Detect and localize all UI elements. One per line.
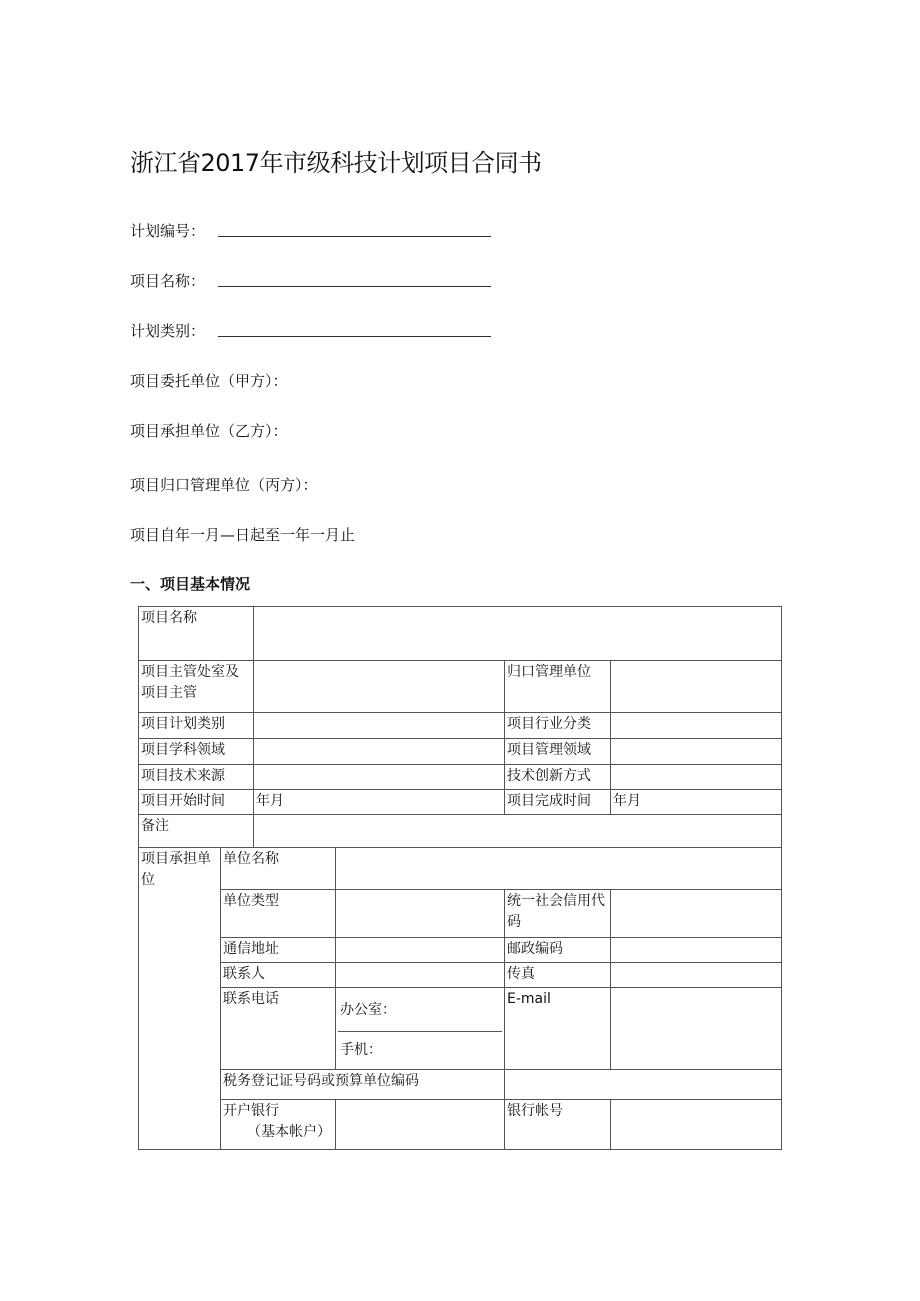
supervisor-value[interactable] xyxy=(254,661,505,713)
end-time-value[interactable]: 年月 xyxy=(611,790,782,815)
start-time-cell: 项目开始时间 xyxy=(139,790,254,815)
innovation-cell: 技术创新方式 xyxy=(505,765,611,790)
credit-code-cell: 统一社会信用代码 xyxy=(505,890,611,938)
unit-type-value[interactable] xyxy=(336,890,505,938)
plan-category-blank[interactable] xyxy=(218,336,491,337)
project-period: 项目自年一月—日起至一年一月止 xyxy=(130,526,356,544)
industry-value[interactable] xyxy=(611,713,782,739)
party-b: 项目承担单位（乙方）： xyxy=(130,422,288,440)
tech-source-cell: 项目技术来源 xyxy=(139,765,254,790)
phone-values xyxy=(336,988,505,1070)
account-cell: 银行帐号 xyxy=(505,1100,611,1150)
tax-code-cell: 税务登记证号码或预算单位编码 xyxy=(221,1070,505,1100)
remarks-value[interactable] xyxy=(254,815,782,848)
unit-type-cell: 单位类型 xyxy=(221,890,336,938)
tax-code-value[interactable] xyxy=(505,1070,782,1100)
contact-cell: 联系人 xyxy=(221,963,336,988)
innovation-value[interactable] xyxy=(611,765,782,790)
office-phone-field[interactable]: 办公室： xyxy=(338,989,502,1032)
plan-category-field xyxy=(130,320,205,341)
supervisor-cell: 项目主管处室及 项目主管 xyxy=(139,661,254,713)
start-time-value[interactable]: 年月 xyxy=(254,790,505,815)
email-cell: E-mail xyxy=(505,988,611,1070)
discipline-value[interactable] xyxy=(254,739,505,765)
project-info-table xyxy=(138,606,782,1150)
unit-name-cell: 单位名称 xyxy=(221,848,336,890)
plan-number-label: 计划编号： xyxy=(130,222,206,240)
plan-number-blank[interactable] xyxy=(218,236,491,237)
phone-cell: 联系电话 xyxy=(221,988,336,1070)
bank-value[interactable] xyxy=(336,1100,505,1150)
unit-name-value[interactable] xyxy=(336,848,782,890)
address-cell: 通信地址 xyxy=(221,938,336,963)
account-value[interactable] xyxy=(611,1100,782,1150)
address-value[interactable] xyxy=(336,938,505,963)
discipline-cell: 项目学科领域 xyxy=(139,739,254,765)
plan-category-value[interactable] xyxy=(254,713,505,739)
tech-source-value[interactable] xyxy=(254,765,505,790)
plan-category-cell: 项目计划类别 xyxy=(139,713,254,739)
project-name-label: 项目名称： xyxy=(130,272,206,290)
mgmt-field-cell: 项目管理领域 xyxy=(505,739,611,765)
remarks-cell: 备注 xyxy=(139,815,254,848)
plan-number-field xyxy=(130,220,205,241)
party-a: 项目委托单位（甲方）： xyxy=(130,372,288,390)
project-name-value[interactable] xyxy=(254,607,782,661)
mgmt-field-value[interactable] xyxy=(611,739,782,765)
party-c: 项目归口管理单位（丙方）： xyxy=(130,476,318,494)
fax-value[interactable] xyxy=(611,963,782,988)
contact-value[interactable] xyxy=(336,963,505,988)
undertaking-group-label: 项目承担单位 xyxy=(139,848,221,1150)
email-value[interactable] xyxy=(611,988,782,1070)
mobile-phone-field[interactable]: 手机： xyxy=(340,1041,382,1058)
industry-cell: 项目行业分类 xyxy=(505,713,611,739)
project-name-blank[interactable] xyxy=(218,286,491,287)
postcode-cell: 邮政编码 xyxy=(505,938,611,963)
project-name-field xyxy=(130,270,205,291)
project-name-cell: 项目名称 xyxy=(139,607,254,661)
fax-cell: 传真 xyxy=(505,963,611,988)
end-time-cell: 项目完成时间 xyxy=(505,790,611,815)
document-title: 浙江省2017年市级科技计划项目合同书 xyxy=(130,149,542,177)
mgmt-unit-value[interactable] xyxy=(611,661,782,713)
section-heading: 一、项目基本情况 xyxy=(130,575,251,593)
postcode-value[interactable] xyxy=(611,938,782,963)
bank-cell: 开户银行 （基本帐户） xyxy=(221,1100,336,1150)
credit-code-value[interactable] xyxy=(611,890,782,938)
mgmt-unit-cell: 归口管理单位 xyxy=(505,661,611,713)
plan-category-label: 计划类别： xyxy=(130,322,206,340)
